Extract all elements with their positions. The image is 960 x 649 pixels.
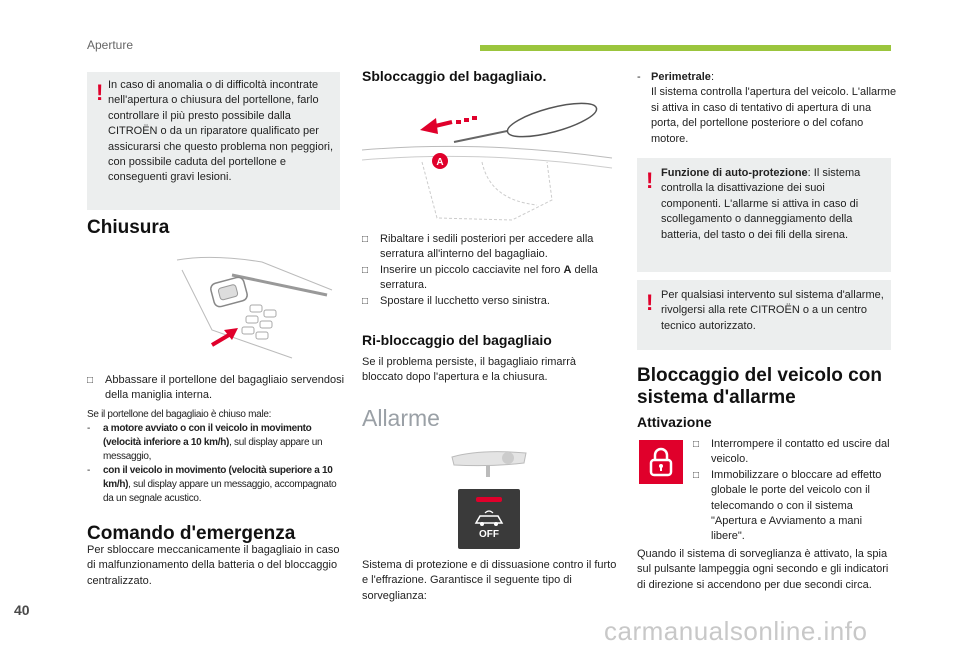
step-item: □ Spostare il lucchetto verso sinistra. — [362, 294, 620, 309]
car-alarm-icon — [472, 509, 506, 527]
perimetrale-item: - Perimetrale: Il sistema controlla l'apertura del veicolo. L'allarme si attiva in caso di tentativo di apertura di una porta, del portellone posteriore o del cofano motore. — [637, 71, 897, 145]
bullet-marker-icon: □ — [362, 295, 369, 307]
attivazione-steps — [693, 437, 893, 545]
warning-box-tailgate — [87, 72, 340, 210]
point-a-label: A — [436, 157, 444, 168]
comando-emergenza-heading: Comando d'emergenza — [87, 523, 296, 544]
warning-icon: ! — [646, 168, 654, 193]
alarm-off-button[interactable] — [458, 489, 520, 549]
step-item: □ Interrompere il contatto ed uscire dal veicolo. — [693, 438, 890, 466]
indicator-light — [476, 497, 502, 502]
section-label: Aperture — [87, 38, 134, 52]
allarme-text: Sistema di protezione e di dissuasione contro il furto e l'effrazione. Garantisce il seguente tipo di sorveglianza: — [362, 559, 617, 602]
step-item: □ Ribaltare i sedili posteriori per accedere alla serratura all'interno del bagagliaio. — [362, 233, 594, 261]
auto-protection-text: Funzione di auto-protezione: Il sistema controlla la disattivazione dei suoi componenti. L'allarme si attiva in caso di scollegamento o danneggiamento della batteria, del tasto o dei fili della sirena. — [661, 167, 861, 241]
ribloccaggio-text: Se il problema persiste, il bagagliaio rimarrà bloccato dopo l'apertura e la chiusura. — [362, 356, 576, 384]
bullet-marker-icon: □ — [87, 375, 94, 386]
warning-box-alarm-service — [637, 280, 891, 350]
step-item: □ Inserire un piccolo cacciavite nel foro A della serratura. — [362, 263, 598, 292]
warning-icon: ! — [646, 290, 654, 315]
section-accent-bar — [480, 45, 891, 51]
closing-note — [87, 408, 340, 506]
note-item: - con il veicolo in movimento (velocità superiore a 10 km/h), sul display appare un messaggio, accompagnato da un segnale acustico. — [87, 465, 337, 504]
chiusura-bullet: □ Abbassare il portellone del bagagliaio servendosi della maniglia interna. — [87, 374, 345, 402]
allarme-heading: Allarme — [362, 405, 440, 431]
ribloccaggio-heading: Ri-bloccaggio del bagagliaio — [362, 332, 552, 348]
warning2-text: Per qualsiasi intervento sul sistema d'allarme, rivolgersi alla rete CITROËN o a un centro tecnico autorizzato. — [661, 289, 884, 332]
note-intro: Se il portellone del bagagliaio è chiuso male: — [87, 409, 272, 420]
bullet-marker-icon: □ — [362, 264, 369, 276]
attivazione-heading: Attivazione — [637, 414, 712, 430]
off-label: OFF — [479, 529, 499, 540]
ceiling-sensor-illustration — [450, 445, 530, 481]
screwdriver-lock-illustration — [362, 100, 617, 225]
warning-text: In caso di anomalia o di difficoltà incontrate nell'apertura o chiusura del portellone, farlo controllare il più presto possibile dalla CITROËN o da un riparatore qualificato per assicurarsi che questo problema non peggiori, con possibile caduta del portellone e conseguenti gravi lesioni. — [108, 79, 334, 184]
chiusura-heading: Chiusura — [87, 217, 170, 238]
bloccaggio-heading: Bloccaggio del veicolo con sistema d'allarme — [637, 365, 882, 408]
step-item: □ Immobilizzare o bloccare ad effetto globale le porte del veicolo con il telecomando o con il sistema "Apertura e Avviamento a mani libere". — [693, 468, 882, 543]
note-item: - a motore avviato o con il veicolo in movimento (velocità inferiore a 10 km/h), sul display appare un messaggio, — [87, 423, 323, 462]
comando-emergenza-text: Per sbloccare meccanicamente il bagagliaio in caso di malfunzionamento della batteria o del bloccaggio centralizzato. — [87, 544, 340, 587]
bullet-marker-icon: □ — [362, 234, 369, 245]
bullet-marker-icon: □ — [693, 439, 700, 450]
bullet-marker-icon: □ — [693, 469, 700, 481]
warning-icon: ! — [96, 80, 104, 105]
page-number: 40 — [14, 602, 30, 618]
lock-icon-tile — [639, 440, 683, 484]
tailgate-handle-illustration — [172, 250, 340, 360]
lock-icon — [647, 446, 675, 478]
attivazione-final-text: Quando il sistema di sorveglianza è attivato, la spia sul pulsante lampeggia ogni secondo e gli indicatori di direzione si accendono per due secondi circa. — [637, 548, 889, 591]
sbloccaggio-heading: Sbloccaggio del bagagliaio. — [362, 68, 547, 84]
auto-protection-box — [637, 158, 891, 272]
watermark: carmanualsonline.info — [604, 616, 868, 646]
sbloccaggio-steps — [362, 232, 620, 309]
